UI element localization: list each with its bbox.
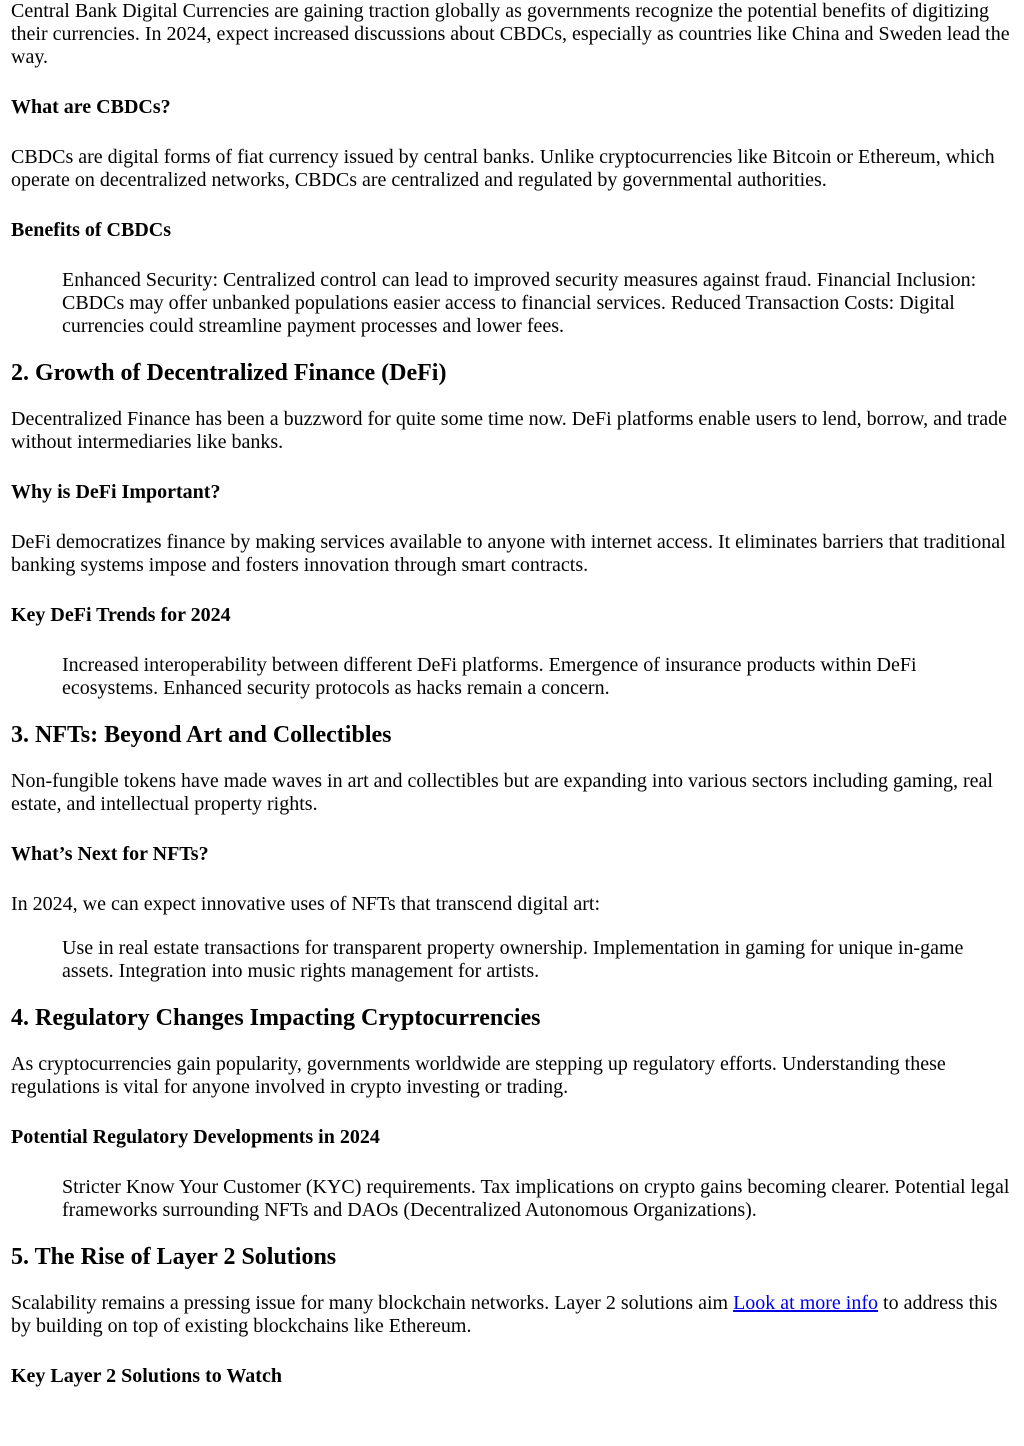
intro-paragraph: Central Bank Digital Currencies are gaining traction globally as governments recognize the potential benefits of digitizing their currencies. In 2024, expect increased discussions about CBDCs, especially as countries like China and Sweden lead the way. [11, 0, 1010, 68]
paragraph-what-are-cbdcs: CBDCs are digital forms of fiat currency issued by central banks. Unlike cryptocurrencies like Bitcoin or Ethereum, which operate on decentralized networks, CBDCs are centralized and regulated by governmental authorities. [11, 146, 995, 191]
quote-benefits-of-cbdcs: Enhanced Security: Centralized control can lead to improved security measures against fraud. Financial Inclusion: CBDCs may offer unbanked populations easier access to financial services. Reduced Transaction Costs: Digital currencies could streamline payment processes and lower fees. [62, 269, 977, 337]
section-heading-layer2: 5. The Rise of Layer 2 Solutions [11, 1244, 337, 1270]
article-body [11, 0, 1012, 1388]
paragraph-layer2-text-end: to address this by building on top of existing blockchains like Ethereum. [11, 1292, 998, 1337]
quote-whats-next-nfts: Use in real estate transactions for transparent property ownership. Implementation in gaming for unique in-game assets. Integration into music rights management for artists. [62, 937, 964, 982]
section-heading-defi: 2. Growth of Decentralized Finance (DeFi) [11, 360, 447, 386]
heading-benefits-of-cbdcs: Benefits of CBDCs [11, 219, 171, 241]
paragraph-nfts: Non-fungible tokens have made waves in art and collectibles but are expanding into various sectors including gaming, real estate, and intellectual property rights. [11, 770, 993, 815]
quote-regulatory-developments: Stricter Know Your Customer (KYC) requirements. Tax implications on crypto gains becoming clearer. Potential legal frameworks surrounding NFTs and DAOs (Decentralized Autonomous Organizations). [62, 1176, 1010, 1221]
quote-key-defi-trends: Increased interoperability between different DeFi platforms. Emergence of insurance products within DeFi ecosystems. Enhanced security protocols as hacks remain a concern. [62, 654, 917, 699]
heading-whats-next-nfts: What’s Next for NFTs? [11, 843, 209, 865]
section-heading-regulatory: 4. Regulatory Changes Impacting Cryptocurrencies [11, 1005, 541, 1031]
paragraph-layer2-text-start: Scalability remains a pressing issue for many blockchain networks. Layer 2 solutions aim [11, 1292, 734, 1314]
heading-key-layer2-solutions: Key Layer 2 Solutions to Watch [11, 1365, 282, 1387]
paragraph-defi: Decentralized Finance has been a buzzword for quite some time now. DeFi platforms enable users to lend, borrow, and trade without intermediaries like banks. [11, 408, 1007, 453]
heading-what-are-cbdcs: What are CBDCs? [11, 96, 171, 118]
heading-key-defi-trends: Key DeFi Trends for 2024 [11, 604, 231, 626]
paragraph-why-defi-important: DeFi democratizes finance by making services available to anyone with internet access. It eliminates barriers that traditional banking systems impose and fosters innovation through smart contracts. [11, 531, 1006, 576]
paragraph-regulatory: As cryptocurrencies gain popularity, governments worldwide are stepping up regulatory efforts. Understanding these regulations is vital for anyone involved in crypto investing or trading. [11, 1053, 946, 1098]
section-heading-nfts: 3. NFTs: Beyond Art and Collectibles [11, 722, 392, 748]
paragraph-whats-next-nfts: In 2024, we can expect innovative uses of NFTs that transcend digital art: [11, 893, 600, 915]
more-info-link[interactable]: Look at more info [733, 1292, 879, 1314]
heading-regulatory-developments: Potential Regulatory Developments in 2024 [11, 1126, 380, 1148]
heading-why-defi-important: Why is DeFi Important? [11, 481, 221, 503]
paragraph-layer2 [11, 1292, 1012, 1338]
